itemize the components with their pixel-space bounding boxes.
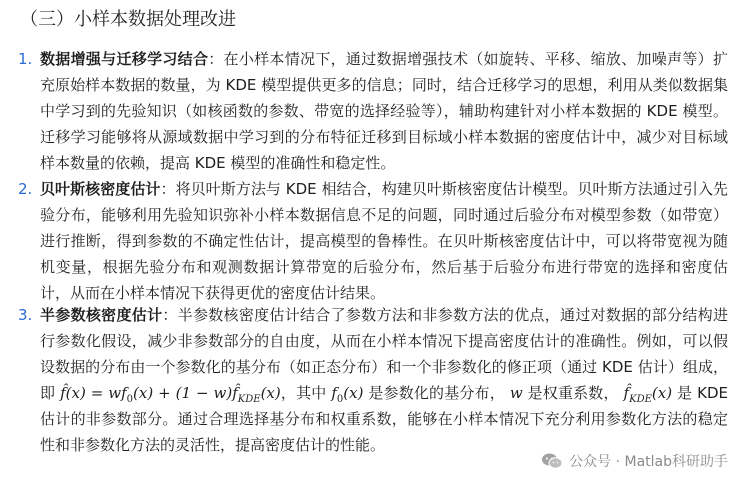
- formula-base-distribution: $f_0(x)$: [331, 384, 364, 405]
- formula-density-model: f̂(x) = $wf_0(x) + (1$ − $w)f̂_{KDE}(x)$: [60, 384, 281, 405]
- wechat-icon: [541, 452, 563, 470]
- list-number: 1.: [18, 50, 33, 68]
- list-item-text: ：半参数核密度估计结合了参数方法和非参数方法的优点，通过对数据的部分结构进行参数化假设，减少非参数部分的自由度，从而在小样本情况下提高密度估计的准确性。例如，可以假设数据的分布由一个参数化的基分布（如正态分布）和一个非参数化的修正项（通过 KDE 估计）组成，即: [40, 306, 728, 402]
- list-item-text: ：在小样本情况下，通过数据增强技术（如旋转、平移、缩放、加噪声等）扩充原始样本数据的数量，为 KDE 模型提供更多的信息；同时，结合迁移学习的思想，利用从类似数据集中学习到的先验知识（如核函数的参数、带宽的选择经验等），辅助构建针对小样本数据的 KDE 模型。迁移学习能够将从源域数据中学习到的分布特征迁移到目标域小样本数据的密度估计中，减少对目标域样本数量的依赖，提高 KDE 模型的准确性和稳定性。: [40, 50, 728, 172]
- list-number: 2.: [18, 180, 33, 198]
- list-item-body: [40, 46, 728, 176]
- list-item-text: 是 KDE 估计的非参数部分。通过合理选择基分布和权重系数，能够在小样本情况下充分利用参数化方法的稳定性和非参数化方法的灵活性，提高密度估计的性能。: [40, 384, 728, 454]
- formula-kde-part: $f̂_{KDE}(x)$: [623, 384, 673, 405]
- list-item-title: 数据增强与迁移学习结合: [40, 50, 209, 68]
- list-item-body: [40, 176, 728, 306]
- watermark-text: 公众号 · Matlab科研助手: [569, 454, 728, 470]
- list-item-text: 是权重系数，: [522, 384, 624, 402]
- list-item-title: 贝叶斯核密度估计: [40, 180, 161, 198]
- section-heading: （三）小样本数据处理改进: [20, 9, 236, 30]
- list-item-text: ：将贝叶斯方法与 KDE 相结合，构建贝叶斯核密度估计模型。贝叶斯方法通过引入先验分布，能够利用先验知识弥补小样本数据信息不足的问题，同时通过后验分布对模型参数（如带宽）进行推断，得到参数的不确定性估计，提高模型的鲁棒性。在贝叶斯核密度估计中，可以将带宽视为随机变量，根据先验分布和观测数据计算带宽的后验分布，然后基于后验分布进行带宽的选择和密度估计，从而在小样本情况下获得更优的密度估计结果。: [40, 180, 728, 302]
- watermark: [541, 451, 728, 471]
- list-item-text: 是参数化的基分布，: [363, 384, 510, 402]
- list-number: 3.: [18, 306, 33, 324]
- formula-weight: w: [509, 384, 523, 402]
- list-item-text: ，其中: [280, 384, 332, 402]
- list-item-title: 半参数核密度估计: [40, 306, 163, 324]
- list-item-body: [40, 302, 728, 458]
